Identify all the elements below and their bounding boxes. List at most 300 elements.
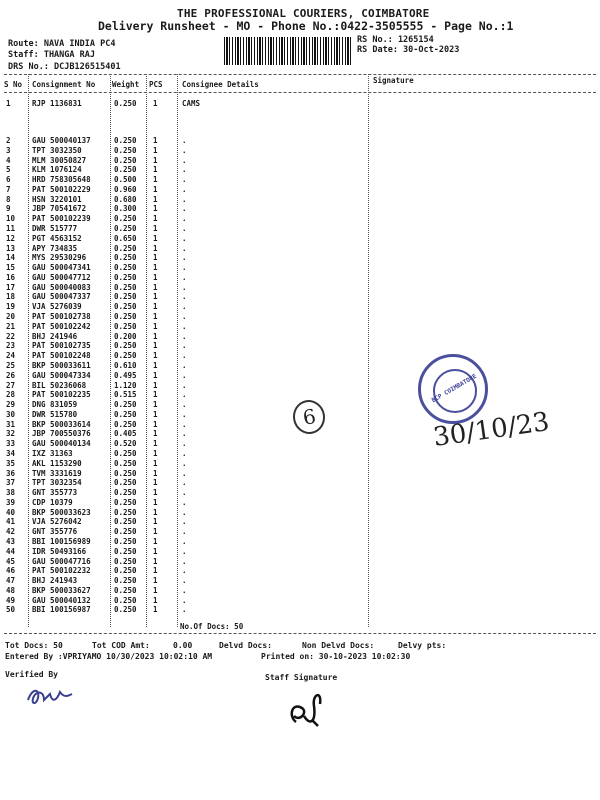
row-sno: 45 (6, 556, 16, 566)
row-pcs: 1 (153, 546, 158, 556)
row-consignment-no: PAT 500102248 (32, 351, 91, 361)
drs-number: DRS No.: DCJB126515401 (8, 62, 121, 72)
row-sno: 13 (6, 243, 16, 253)
verifier-signature (20, 680, 80, 712)
row-pcs: 1 (153, 497, 158, 507)
row-weight: 0.250 (114, 155, 137, 165)
row-weight: 0.250 (114, 507, 137, 517)
row-details: . (182, 458, 187, 468)
row-pcs: 1 (153, 224, 158, 234)
row-sno: 20 (6, 312, 16, 322)
row-details: . (182, 585, 187, 595)
row-consignment-no: DNG 831059 (32, 400, 78, 410)
row-consignment-no: GAU 500047337 (32, 292, 91, 302)
row-details: . (182, 595, 187, 605)
rs-date: RS Date: 30-Oct-2023 (357, 45, 460, 55)
row-pcs: 1 (153, 194, 158, 204)
row-pcs: 1 (153, 409, 158, 419)
row-sno: 28 (6, 390, 16, 400)
col-header-signature: Signature (373, 76, 414, 85)
row-sno: 9 (6, 204, 11, 214)
row-consignment-no: TVM 3331619 (32, 468, 82, 478)
row-weight: 0.250 (114, 595, 137, 605)
row-pcs: 1 (153, 253, 158, 263)
row-consignment-no: BKP 500033614 (32, 419, 91, 429)
row-weight: 0.250 (114, 468, 137, 478)
table-row (0, 557, 600, 567)
row-details: . (182, 360, 187, 370)
col-header-weight: Weight (112, 80, 140, 89)
row-weight: 0.250 (114, 546, 137, 556)
row-sno: 37 (6, 478, 16, 488)
row-details: . (182, 136, 187, 145)
table-row (0, 195, 600, 205)
row-consignment-no: PAT 500102738 (32, 312, 91, 322)
row-consignment-no: PAT 500102232 (32, 566, 91, 576)
row-details: . (182, 341, 187, 351)
row-consignment-no: HRD 758305648 (32, 175, 91, 185)
row-weight: 0.250 (114, 448, 137, 458)
row-pcs: 1 (153, 507, 158, 517)
row-sno: 3 (6, 145, 11, 155)
row-consignment-no: PGT 4563152 (32, 233, 82, 243)
row-consignment-no: TPT 3032350 (32, 145, 82, 155)
row-details: . (182, 184, 187, 194)
row-consignment-no: PAT 500102735 (32, 341, 91, 351)
row-pcs: 1 (153, 595, 158, 605)
row-details: . (182, 370, 187, 380)
row-sno: 39 (6, 497, 16, 507)
row-weight: 0.250 (114, 302, 137, 312)
row-pcs: 1 (153, 517, 158, 527)
row-details: . (182, 400, 187, 410)
row-sno: 44 (6, 546, 16, 556)
row-pcs: 1 (153, 136, 158, 145)
row-details: . (182, 380, 187, 390)
row-sno: 31 (6, 419, 16, 429)
row-pcs: 1 (153, 243, 158, 253)
row-weight: 0.250 (114, 341, 137, 351)
table-row (0, 517, 600, 527)
row-details: . (182, 419, 187, 429)
col-header-consignment: Consignment No (32, 80, 96, 89)
row-consignment-no: BKP 500033623 (32, 507, 91, 517)
row-consignment-no: IXZ 31363 (32, 448, 73, 458)
tot-cod-value: 0.00 (173, 641, 193, 650)
row-details: . (182, 566, 187, 576)
table-row (0, 341, 600, 351)
row-consignment-no: PAT 500102235 (32, 390, 91, 400)
row-sno: 17 (6, 282, 16, 292)
row-details: . (182, 517, 187, 527)
row-details: . (182, 546, 187, 556)
table-row (0, 214, 600, 224)
table-row (0, 204, 600, 214)
row-details: . (182, 302, 187, 312)
row-weight: 0.250 (114, 458, 137, 468)
row-consignment-no: PAT 500102242 (32, 321, 91, 331)
row-consignment-no: APY 734835 (32, 243, 78, 253)
row-pcs: 1 (153, 204, 158, 214)
row-sno: 11 (6, 224, 16, 234)
row-pcs: 1 (153, 536, 158, 546)
printed-on: Printed on: 30-10-2023 10:02:30 (261, 652, 411, 661)
row-pcs: 1 (153, 321, 158, 331)
row-pcs: 1 (153, 360, 158, 370)
row-consignment-no: MYS 29530296 (32, 253, 87, 263)
row-weight: 0.500 (114, 175, 137, 185)
row-weight: 0.250 (114, 224, 137, 234)
rs-number: RS No.: 1265154 (357, 35, 434, 45)
row-details: . (182, 155, 187, 165)
row-consignment-no: GAU 500047341 (32, 263, 91, 273)
verified-by-label: Verified By (5, 670, 58, 679)
row-consignment-no: PAT 500102229 (32, 184, 91, 194)
divider (4, 92, 596, 93)
row-weight: 0.250 (114, 263, 137, 273)
row-pcs: 1 (153, 145, 158, 155)
table-row (0, 605, 600, 615)
staff-label: Staff: THANGA RAJ (8, 50, 95, 60)
row-pcs: 1 (153, 419, 158, 429)
row-weight: 0.650 (114, 233, 137, 243)
table-row (0, 576, 600, 586)
row-pcs: 1 (153, 585, 158, 595)
table-row (0, 322, 600, 332)
delvy-pts: Delvy pts: (398, 641, 447, 650)
row-pcs: 1 (153, 556, 158, 566)
table-row (0, 332, 600, 342)
no-of-docs: No.Of Docs: 50 (180, 622, 244, 631)
row-details: . (182, 321, 187, 331)
row-details: . (182, 439, 187, 449)
table-row (0, 302, 600, 312)
row-weight: 0.680 (114, 194, 137, 204)
row-consignment-no: BIL 50236068 (32, 380, 87, 390)
row-weight: 0.405 (114, 429, 137, 439)
row-consignment-no: KLM 1076124 (32, 165, 82, 175)
row-weight: 0.250 (114, 400, 137, 410)
row-weight: 0.250 (114, 566, 137, 576)
row-consignment-no: GAU 500040132 (32, 595, 91, 605)
table-row (0, 146, 600, 156)
row-details: . (182, 448, 187, 458)
row-details: . (182, 497, 187, 507)
company-title: THE PROFESSIONAL COURIERS, COIMBATORE (177, 7, 430, 20)
table-row (0, 244, 600, 254)
row-pcs: 1 (153, 263, 158, 273)
row-sno: 23 (6, 341, 16, 351)
row-weight: 0.250 (114, 517, 137, 527)
row-details: . (182, 194, 187, 204)
table-row (0, 498, 600, 508)
row-consignment-no: JBP 700550376 (32, 429, 91, 439)
table-row (0, 283, 600, 293)
row-sno: 47 (6, 576, 16, 586)
table-row (0, 165, 600, 175)
table-row (0, 390, 600, 400)
row-details: . (182, 292, 187, 302)
row-sno: 35 (6, 458, 16, 468)
table-row (0, 351, 600, 361)
row-weight: 0.250 (114, 556, 137, 566)
row-weight: 0.250 (114, 214, 137, 224)
row-sno: 46 (6, 566, 16, 576)
tot-docs: Tot Docs: 50 (5, 641, 63, 650)
table-row (0, 371, 600, 381)
staff-signature-label: Staff Signature (265, 673, 338, 682)
table-row (0, 312, 600, 322)
row-details: . (182, 409, 187, 419)
row-consignment-no: IDR 50493166 (32, 546, 87, 556)
row-consignment-no: BBI 100156987 (32, 605, 91, 615)
row-weight: 0.250 (114, 292, 137, 302)
row-pcs: 1 (153, 488, 158, 498)
divider (4, 74, 596, 75)
row-consignment-no: JBP 70541672 (32, 204, 87, 214)
row-details: . (182, 429, 187, 439)
row-sno: 10 (6, 214, 16, 224)
row-weight: 0.250 (114, 282, 137, 292)
row-pcs: 1 (153, 233, 158, 243)
row-details: CAMS (182, 99, 201, 108)
row-details: . (182, 507, 187, 517)
table-row (0, 449, 600, 459)
row-sno: 38 (6, 488, 16, 498)
row-pcs: 1 (153, 576, 158, 586)
row-consignment-no: BBI 100156989 (32, 536, 91, 546)
table-row (0, 596, 600, 606)
row-consignment-no: MLM 30050827 (32, 155, 87, 165)
row-pcs: 1 (153, 351, 158, 361)
row-details: . (182, 214, 187, 224)
table-row (0, 508, 600, 518)
non-delvd-docs: Non Delvd Docs: (302, 641, 375, 650)
row-consignment-no: GAU 500040083 (32, 282, 91, 292)
row-consignment-no: GAU 500040134 (32, 439, 91, 449)
table-row (0, 224, 600, 234)
row-sno: 32 (6, 429, 16, 439)
row-weight: 0.250 (114, 409, 137, 419)
row-pcs: 1 (153, 302, 158, 312)
table-row (0, 292, 600, 302)
row-weight: 0.250 (114, 145, 137, 155)
row-details: . (182, 556, 187, 566)
row-pcs: 1 (153, 566, 158, 576)
table-row (0, 547, 600, 557)
row-weight: 0.610 (114, 360, 137, 370)
row-consignment-no: RJP 1136831 (32, 99, 82, 108)
row-consignment-no: AKL 1153290 (32, 458, 82, 468)
row-details: . (182, 253, 187, 263)
row-pcs: 1 (153, 458, 158, 468)
row-weight: 0.300 (114, 204, 137, 214)
row-details: . (182, 165, 187, 175)
row-sno: 2 (6, 136, 11, 145)
row-consignment-no: BHJ 241943 (32, 576, 78, 586)
table-row (0, 234, 600, 244)
circled-number: 6 (301, 404, 318, 430)
row-sno: 15 (6, 263, 16, 273)
tot-cod-label: Tot COD Amt: (92, 641, 150, 650)
row-sno: 4 (6, 155, 11, 165)
row-pcs: 1 (153, 468, 158, 478)
row-sno: 49 (6, 595, 16, 605)
row-consignment-no: GAU 500047712 (32, 272, 91, 282)
table-row (0, 175, 600, 185)
row-weight: 0.250 (114, 527, 137, 537)
row-weight: 0.520 (114, 439, 137, 449)
row-pcs: 1 (153, 429, 158, 439)
table-row (0, 99, 600, 109)
row-sno: 12 (6, 233, 16, 243)
row-pcs: 1 (153, 292, 158, 302)
table-row (0, 263, 600, 273)
row-details: . (182, 243, 187, 253)
row-pcs: 1 (153, 99, 158, 108)
handwritten-date: 30/10/23 (431, 407, 552, 453)
row-weight: 0.250 (114, 478, 137, 488)
row-consignment-no: BHJ 241946 (32, 331, 78, 341)
row-sno: 19 (6, 302, 16, 312)
row-details: . (182, 145, 187, 155)
row-details: . (182, 468, 187, 478)
table-row (0, 253, 600, 263)
row-sno: 18 (6, 292, 16, 302)
table-row (0, 566, 600, 576)
row-pcs: 1 (153, 605, 158, 615)
row-consignment-no: DWR 515780 (32, 409, 78, 419)
col-header-details: Consignee Details (182, 80, 259, 89)
row-consignment-no: DWR 515777 (32, 224, 78, 234)
table-row (0, 459, 600, 469)
row-details: . (182, 390, 187, 400)
table-row (0, 136, 600, 146)
row-weight: 0.250 (114, 497, 137, 507)
row-sno: 7 (6, 184, 11, 194)
row-weight: 0.250 (114, 488, 137, 498)
row-sno: 50 (6, 605, 16, 615)
entered-by: Entered By :VPRIYAMO 10/30/2023 10:02:10 AM (5, 652, 213, 661)
row-pcs: 1 (153, 214, 158, 224)
table-row (0, 537, 600, 547)
table-row (0, 469, 600, 479)
row-sno: 41 (6, 517, 16, 527)
row-sno: 43 (6, 536, 16, 546)
row-consignment-no: GAU 500047716 (32, 556, 91, 566)
row-sno: 29 (6, 400, 16, 410)
row-pcs: 1 (153, 527, 158, 537)
row-weight: 0.250 (114, 243, 137, 253)
row-weight: 0.250 (114, 605, 137, 615)
row-sno: 26 (6, 370, 16, 380)
row-details: . (182, 488, 187, 498)
row-details: . (182, 576, 187, 586)
row-weight: 0.515 (114, 390, 137, 400)
row-consignment-no: BKP 500033627 (32, 585, 91, 595)
route-label: Route: NAVA INDIA PC4 (8, 39, 116, 49)
row-weight: 0.250 (114, 321, 137, 331)
row-consignment-no: VJA 5276039 (32, 302, 82, 312)
row-pcs: 1 (153, 439, 158, 449)
row-weight: 1.120 (114, 380, 137, 390)
row-pcs: 1 (153, 165, 158, 175)
row-details: . (182, 536, 187, 546)
row-details: . (182, 331, 187, 341)
row-details: . (182, 312, 187, 322)
row-sno: 5 (6, 165, 11, 175)
row-sno: 24 (6, 351, 16, 361)
row-pcs: 1 (153, 448, 158, 458)
row-details: . (182, 351, 187, 361)
row-weight: 0.250 (114, 136, 137, 145)
col-header-pcs: PCS (149, 80, 163, 89)
row-sno: 14 (6, 253, 16, 263)
row-pcs: 1 (153, 341, 158, 351)
table-row (0, 273, 600, 283)
table-row (0, 478, 600, 488)
row-weight: 0.200 (114, 331, 137, 341)
row-sno: 25 (6, 360, 16, 370)
row-weight: 0.250 (114, 351, 137, 361)
row-details: . (182, 224, 187, 234)
row-pcs: 1 (153, 331, 158, 341)
row-consignment-no: GNT 355776 (32, 527, 78, 537)
row-pcs: 1 (153, 380, 158, 390)
row-weight: 0.960 (114, 184, 137, 194)
row-sno: 27 (6, 380, 16, 390)
delvd-docs: Delvd Docs: (219, 641, 272, 650)
row-sno: 16 (6, 272, 16, 282)
row-sno: 40 (6, 507, 16, 517)
row-consignment-no: HSN 3220101 (32, 194, 82, 204)
row-sno: 30 (6, 409, 16, 419)
row-details: . (182, 233, 187, 243)
row-weight: 0.250 (114, 576, 137, 586)
row-weight: 0.250 (114, 253, 137, 263)
row-details: . (182, 605, 187, 615)
staff-signature (282, 686, 342, 732)
row-weight: 0.250 (114, 585, 137, 595)
row-consignment-no: CDP 10379 (32, 497, 73, 507)
row-consignment-no: BKP 500033611 (32, 360, 91, 370)
table-row (0, 185, 600, 195)
barcode (224, 37, 352, 65)
office-stamp (418, 354, 488, 424)
row-sno: 22 (6, 331, 16, 341)
row-details: . (182, 282, 187, 292)
row-sno: 36 (6, 468, 16, 478)
row-consignment-no: GAU 500047334 (32, 370, 91, 380)
row-weight: 0.250 (114, 272, 137, 282)
row-weight: 0.250 (114, 419, 137, 429)
row-pcs: 1 (153, 390, 158, 400)
row-pcs: 1 (153, 312, 158, 322)
row-details: . (182, 204, 187, 214)
row-weight: 0.250 (114, 99, 137, 108)
divider (4, 633, 596, 634)
row-pcs: 1 (153, 478, 158, 488)
row-consignment-no: GNT 355773 (32, 488, 78, 498)
table-row (0, 381, 600, 391)
row-details: . (182, 478, 187, 488)
row-weight: 0.250 (114, 165, 137, 175)
row-details: . (182, 263, 187, 273)
row-pcs: 1 (153, 272, 158, 282)
row-pcs: 1 (153, 184, 158, 194)
col-header-sno: S No (4, 80, 23, 89)
row-sno: 6 (6, 175, 11, 185)
